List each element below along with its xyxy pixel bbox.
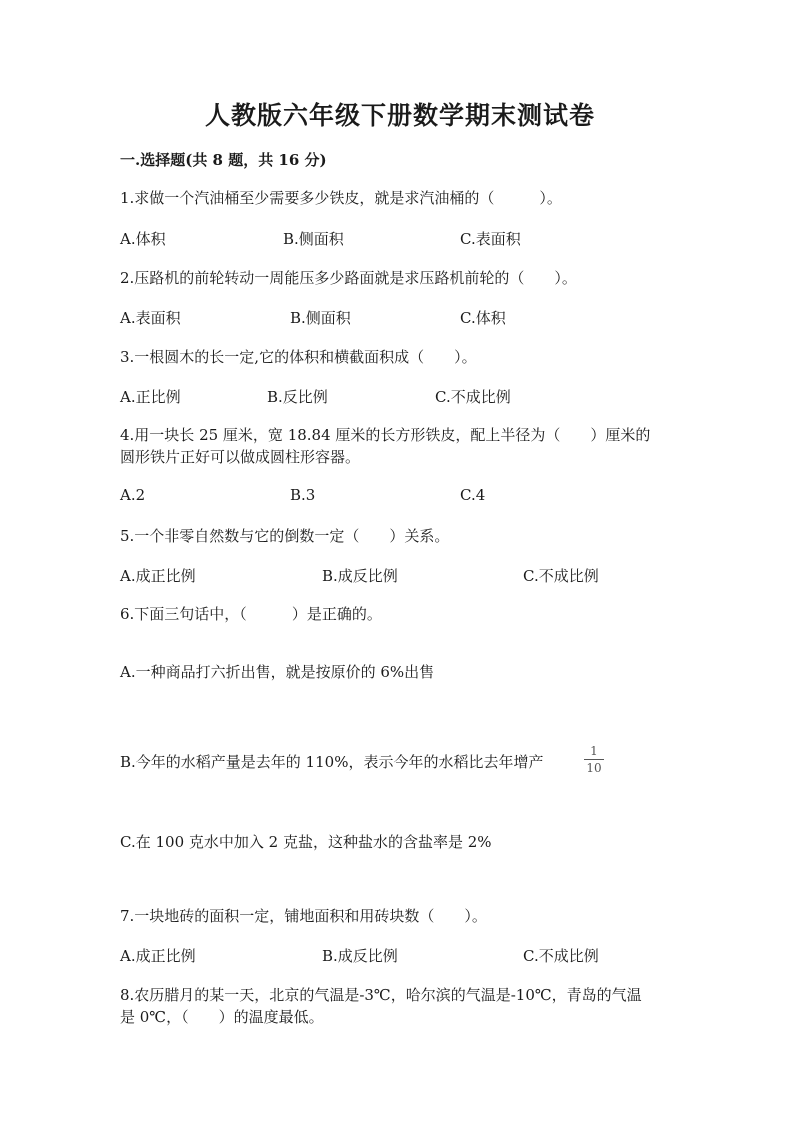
question-4-line-1: 4.用一块长 25 厘米，宽 18.84 厘米的长方形铁皮，配上半径为（ ）厘米的 — [120, 426, 651, 444]
fraction-numerator: 1 — [590, 744, 598, 758]
q2-option-c[interactable]: C.体积 — [460, 309, 506, 327]
question-1: 1.求做一个汽油桶至少需要多少铁皮，就是求汽油桶的（ ）。 — [120, 189, 562, 207]
q2-option-b[interactable]: B.侧面积 — [290, 309, 351, 327]
q2-option-a[interactable]: A.表面积 — [120, 309, 181, 327]
question-5: 5.一个非零自然数与它的倒数一定（ ）关系。 — [120, 527, 450, 545]
question-6: 6.下面三句话中，（ ）是正确的。 — [120, 605, 382, 623]
fraction-one-tenth — [584, 744, 604, 775]
q4-option-b[interactable]: B.3 — [290, 486, 316, 504]
question-7: 7.一块地砖的面积一定，铺地面积和用砖块数（ ）。 — [120, 907, 487, 925]
fraction-denominator: 10 — [586, 761, 602, 775]
q1-option-c[interactable]: C.表面积 — [460, 230, 521, 248]
q4-option-c[interactable]: C.4 — [460, 486, 486, 504]
q3-option-a[interactable]: A.正比例 — [120, 388, 181, 406]
question-8-line-1: 8.农历腊月的某一天，北京的气温是-3℃，哈尔滨的气温是-10℃，青岛的气温 — [120, 986, 642, 1004]
page-title: 人教版六年级下册数学期末测试卷 — [204, 101, 595, 130]
q5-option-c[interactable]: C.不成比例 — [523, 567, 599, 585]
q1-option-b[interactable]: B.侧面积 — [283, 230, 344, 248]
q5-option-b[interactable]: B.成反比例 — [322, 567, 398, 585]
section-heading: 一.选择题(共 8 题，共 16 分) — [120, 151, 327, 169]
q4-option-a[interactable]: A.2 — [120, 486, 146, 504]
q7-option-c[interactable]: C.不成比例 — [523, 947, 599, 965]
q6-option-c[interactable]: C.在 100 克水中加入 2 克盐，这种盐水的含盐率是 2% — [120, 833, 492, 851]
q7-option-b[interactable]: B.成反比例 — [322, 947, 398, 965]
q6-option-a[interactable]: A.一种商品打六折出售，就是按原价的 6%出售 — [120, 663, 435, 681]
q7-option-a[interactable]: A.成正比例 — [120, 947, 196, 965]
fraction-bar — [584, 759, 604, 760]
q3-option-b[interactable]: B.反比例 — [267, 388, 328, 406]
q5-option-a[interactable]: A.成正比例 — [120, 567, 196, 585]
question-3: 3.一根圆木的长一定,它的体积和横截面积成（ ）。 — [120, 348, 477, 366]
question-4-line-2: 圆形铁片正好可以做成圆柱形容器。 — [120, 448, 361, 466]
q6-option-b[interactable]: B.今年的水稻产量是去年的 110%，表示今年的水稻比去年增产 — [120, 753, 544, 771]
question-2: 2.压路机的前轮转动一周能压多少路面就是求压路机前轮的（ ）。 — [120, 269, 577, 287]
question-8-line-2: 是 0℃，（ ）的温度最低。 — [120, 1008, 324, 1026]
q1-option-a[interactable]: A.体积 — [120, 230, 166, 248]
q3-option-c[interactable]: C.不成比例 — [435, 388, 511, 406]
